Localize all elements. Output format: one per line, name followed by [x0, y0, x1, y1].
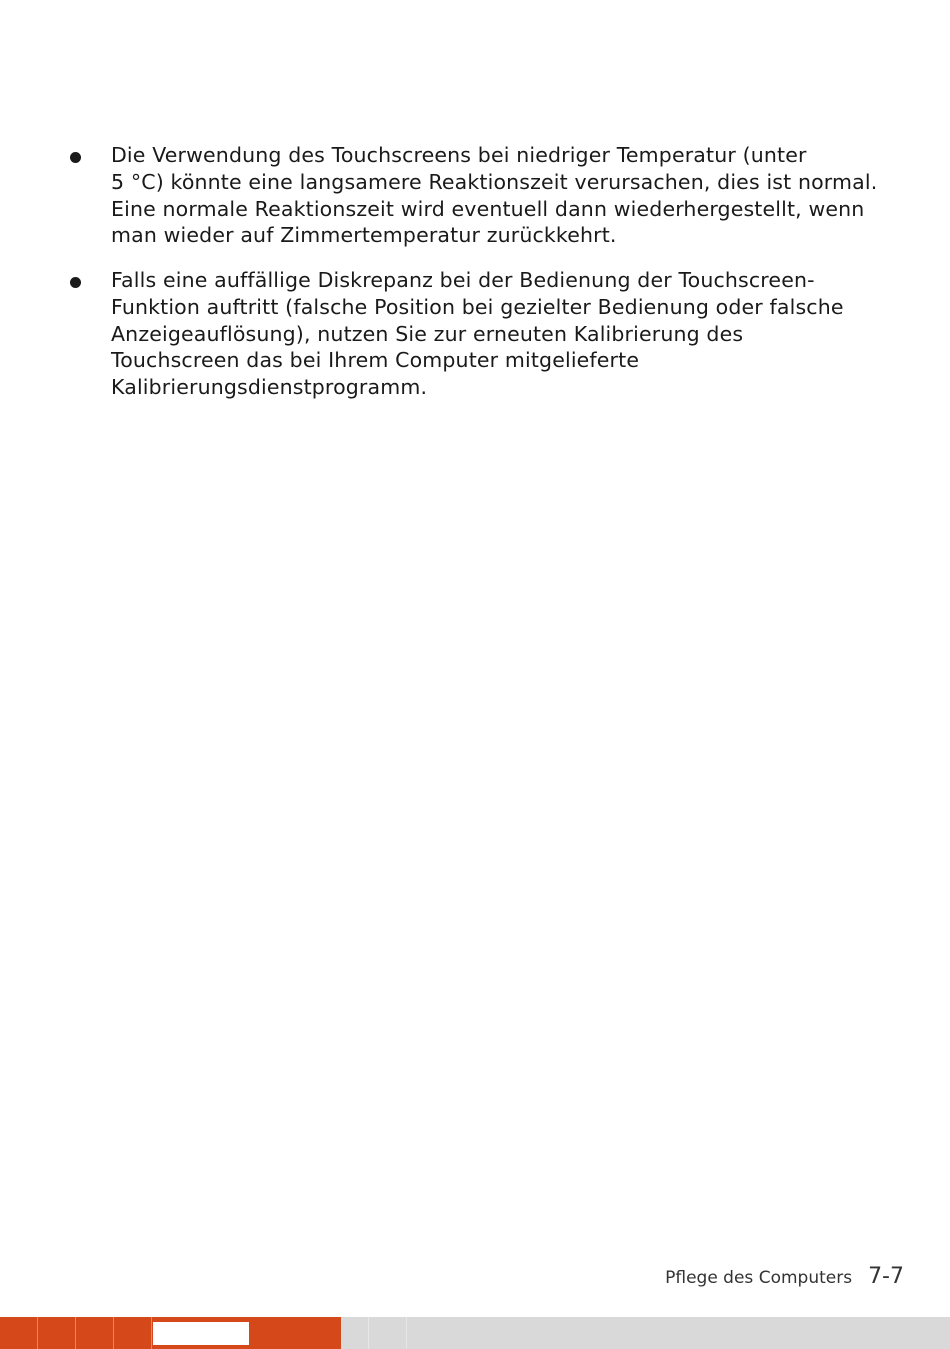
text-line: Funktion auftritt (falsche Position bei gezielter Bedienung oder falsche — [111, 294, 844, 319]
bar-segment — [38, 1317, 76, 1349]
text-line: Die Verwendung des Touchscreens bei niedriger Temperatur (unter — [111, 143, 807, 167]
text-line: man wieder auf Zimmertemperatur zurückkehrt. — [111, 223, 617, 248]
text-line: 5 °C) könnte eine langsamere Reaktionszeit verursachen, dies ist normal. — [111, 169, 878, 194]
bar-segment — [341, 1317, 369, 1349]
bar-segment — [0, 1317, 38, 1349]
footer-section-title: Pflege des Computers — [665, 1268, 853, 1288]
bullet-text — [111, 142, 901, 249]
bar-segment — [114, 1317, 152, 1349]
text-line: Eine normale Reaktionszeit wird eventuell dann wiederhergestellt, wenn — [111, 196, 865, 221]
page-number: 7-7 — [868, 1264, 904, 1289]
text-line: Anzeigeauflösung), nutzen Sie zur erneuten Kalibrierung des — [111, 321, 744, 346]
bullet-dot-icon — [70, 277, 81, 288]
text-line: Falls eine auffällige Diskrepanz bei der Bedienung der Touchscreen- — [111, 268, 815, 292]
bullet-dot-icon — [70, 152, 81, 163]
text-line: Touchscreen das bei Ihrem Computer mitgelieferte — [111, 348, 640, 373]
page-footer — [665, 1264, 904, 1289]
footer-bar-accent — [0, 1317, 341, 1349]
bar-segment — [369, 1317, 407, 1349]
text-line: Kalibrierungsdienstprogramm. — [111, 375, 428, 400]
footer-color-bar — [0, 1317, 950, 1349]
footer-bar-gray — [341, 1317, 950, 1349]
bullet-text — [111, 267, 901, 401]
bar-segment — [76, 1317, 114, 1349]
footer-bar-highlight — [153, 1322, 249, 1345]
